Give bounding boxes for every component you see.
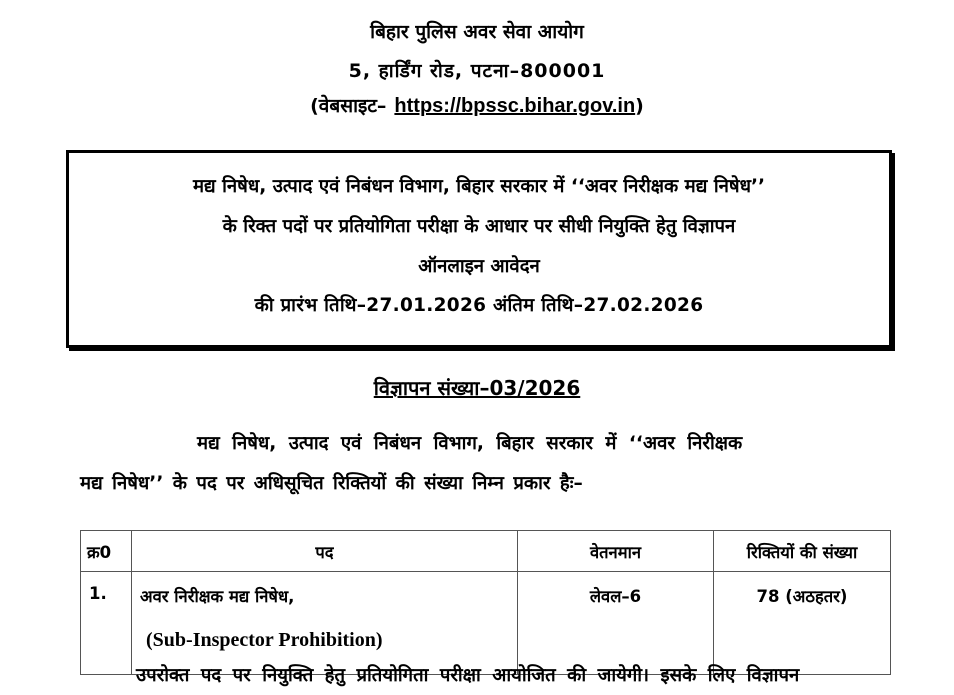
website-suffix: ) (635, 95, 644, 117)
table-header-row (81, 531, 891, 572)
notice-line-1: मद्य निषेध, उत्पाद एवं निबंधन विभाग, बिहार सरकार में ‘‘अवर निरीक्षक मद्य निषेध’’ (192, 176, 766, 197)
website-line (0, 92, 954, 118)
cell-vacancies: 78 (अठहतर) (714, 572, 891, 675)
header-pay-scale: वेतनमान (518, 531, 714, 572)
intro-line-2: मद्य निषेध’’ के पद पर अधिसूचित रिक्तियों की संख्या निम्न प्रकार हैः– (80, 473, 583, 494)
header-post: पद (132, 531, 518, 572)
notice-line-2: के रिक्त पदों पर प्रतियोगिता परीक्षा के आधार पर सीधी नियुक्ति हेतु विज्ञापन (222, 216, 736, 237)
vacancy-table (80, 530, 891, 675)
notice-box (66, 150, 892, 348)
website-prefix: (वेबसाइट– (310, 95, 387, 117)
website-link[interactable]: https://bpssc.bihar.gov.in (394, 95, 636, 117)
advertisement-number-text: विज्ञापन संख्या–03/2026 (373, 376, 581, 400)
header-serial: क्र0 (81, 531, 132, 572)
table-row (81, 572, 891, 675)
cell-pay-level: लेवल–6 (518, 572, 714, 675)
post-english: (Sub-Inspector Prohibition) (146, 629, 383, 651)
cell-serial: 1. (81, 572, 132, 675)
notice-line-3: ऑनलाइन आवेदन (418, 256, 540, 277)
org-address: 5, हार्डिंग रोड, पटना–800001 (348, 60, 606, 82)
intro-line-1: मद्य निषेध, उत्पाद एवं निबंधन विभाग, बिहार सरकार में ‘‘अवर निरीक्षक (197, 433, 743, 454)
footer-paragraph: उपरोक्त पद पर नियुक्ति हेतु प्रतियोगिता परीक्षा आयोजित की जायेगी। इसके लिए विज्ञापन (136, 665, 800, 686)
advertisement-number (0, 374, 954, 401)
org-name: बिहार पुलिस अवर सेवा आयोग (370, 21, 584, 43)
post-hindi: अवर निरीक्षक मद्य निषेध, (140, 587, 295, 606)
notice-dates: की प्रारंभ तिथि–27.01.2026 अंतिम तिथि–27.02.2026 (254, 295, 704, 316)
cell-post (132, 572, 518, 675)
header-vacancies: रिक्तियों की संख्या (714, 531, 891, 572)
